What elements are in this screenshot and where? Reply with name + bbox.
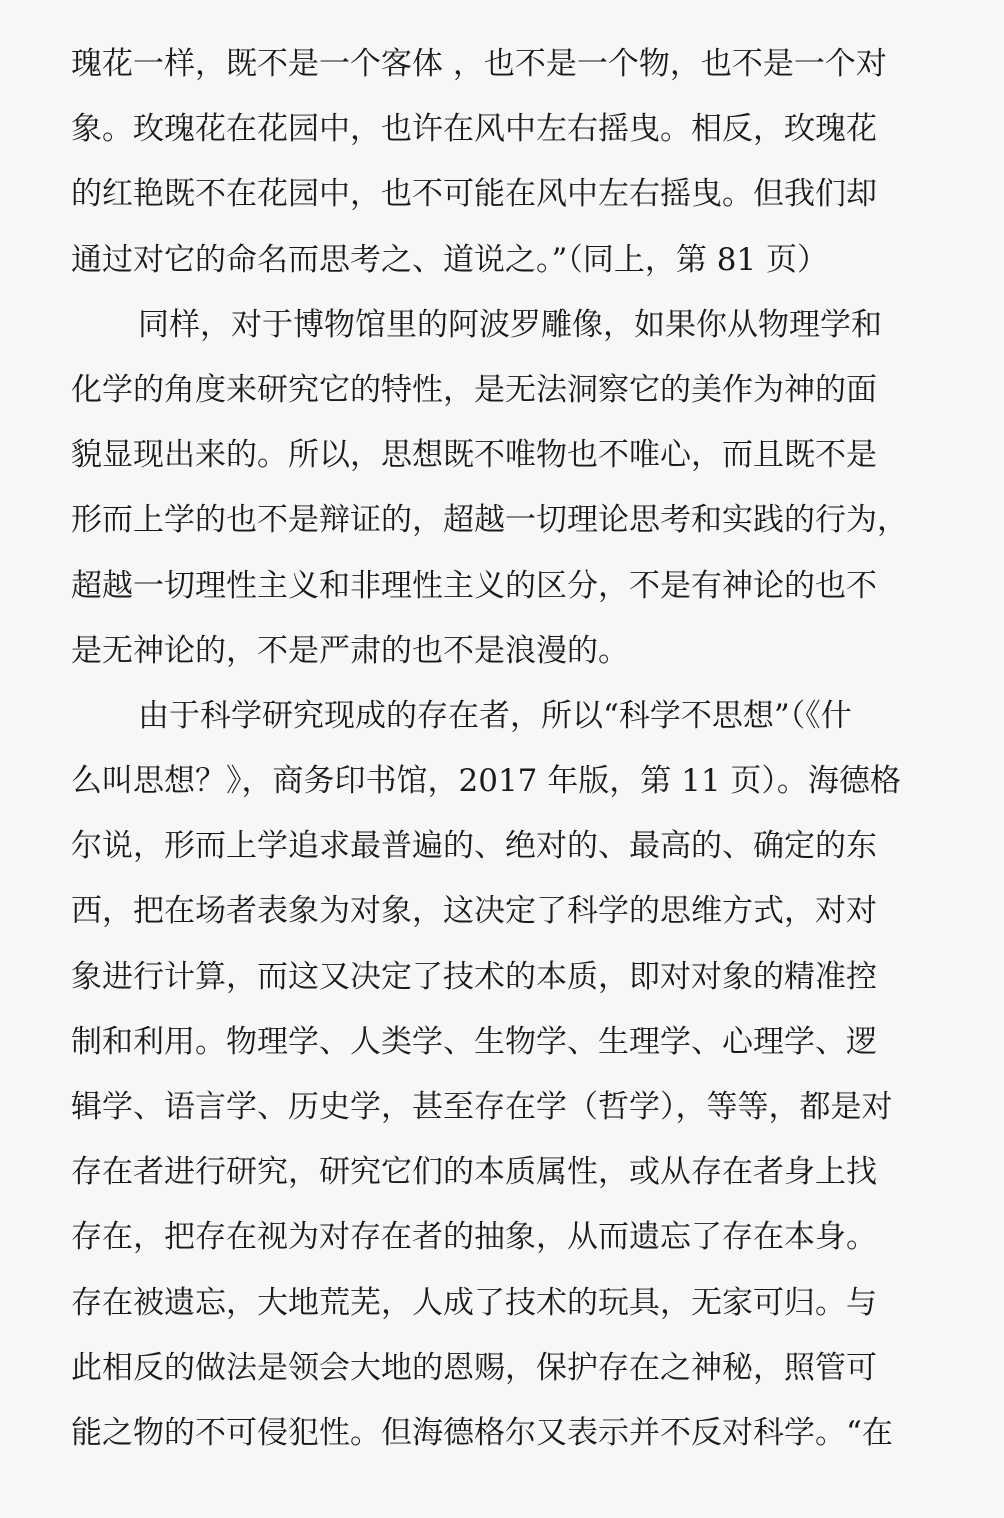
text-line: 么叫思想？》，商务印书馆，2017 年版，第 11 页）。海德格 <box>71 763 901 800</box>
text-line: 象进行计算，而这又决定了技术的本质，即对对象的精准控 <box>71 958 877 995</box>
text-line: 化学的角度来研究它的特性，是无法洞察它的美作为神的面 <box>71 371 877 408</box>
text-line: 辑学、语言学、历史学，甚至存在学（哲学），等等，都是对 <box>71 1089 893 1125</box>
text-line: 尔说，形而上学追求最普遍的、绝对的、最高的、确定的东 <box>71 828 877 865</box>
text-line: 的红艳既不在花园中，也不可能在风中左右摇曳。但我们却 <box>71 176 877 213</box>
text-line: 制和利用。物理学、人类学、生物学、生理学、心理学、逻 <box>71 1023 877 1060</box>
text-line: 象。玫瑰花在花园中，也许在风中左右摇曳。相反，玫瑰花 <box>71 111 877 148</box>
text-line: 通过对它的命名而思考之、道说之。”（同上，第 81 页） <box>71 241 828 278</box>
text-line: 此相反的做法是领会大地的恩赐，保护存在之神秘，照管可 <box>71 1349 877 1386</box>
text-line: 西，把在场者表象为对象，这决定了科学的思维方式，对对 <box>71 893 877 930</box>
text-line: 是无神论的，不是严肃的也不是浪漫的。 <box>71 632 629 669</box>
text-line: 瑰花一样，既不是一个客体 ，也不是一个物，也不是一个对 <box>71 46 887 82</box>
text-line: 能之物的不可侵犯性。但海德格尔又表示并不反对科学。“在 <box>71 1414 893 1451</box>
text-line: 超越一切理性主义和非理性主义的区分，不是有神论的也不 <box>71 567 877 604</box>
text-line: 形而上学的也不是辩证的，超越一切理论思考和实践的行为， <box>71 502 908 539</box>
text-line: 存在，把存在视为对存在者的抽象，从而遗忘了存在本身。 <box>71 1219 877 1256</box>
body-text <box>71 32 971 1466</box>
text-line: 存在者进行研究，研究它们的本质属性，或从存在者身上找 <box>71 1154 877 1191</box>
text-line: 存在被遗忘，大地荒芜，人成了技术的玩具，无家可归。与 <box>71 1284 877 1321</box>
text-line: 貌显现出来的。所以，思想既不唯物也不唯心，而且既不是 <box>71 437 877 474</box>
paragraph-first-line: 由于科学研究现成的存在者，所以“科学不思想”（《什 <box>138 697 852 734</box>
paragraph-first-line: 同样，对于博物馆里的阿波罗雕像，如果你从物理学和 <box>138 306 882 343</box>
